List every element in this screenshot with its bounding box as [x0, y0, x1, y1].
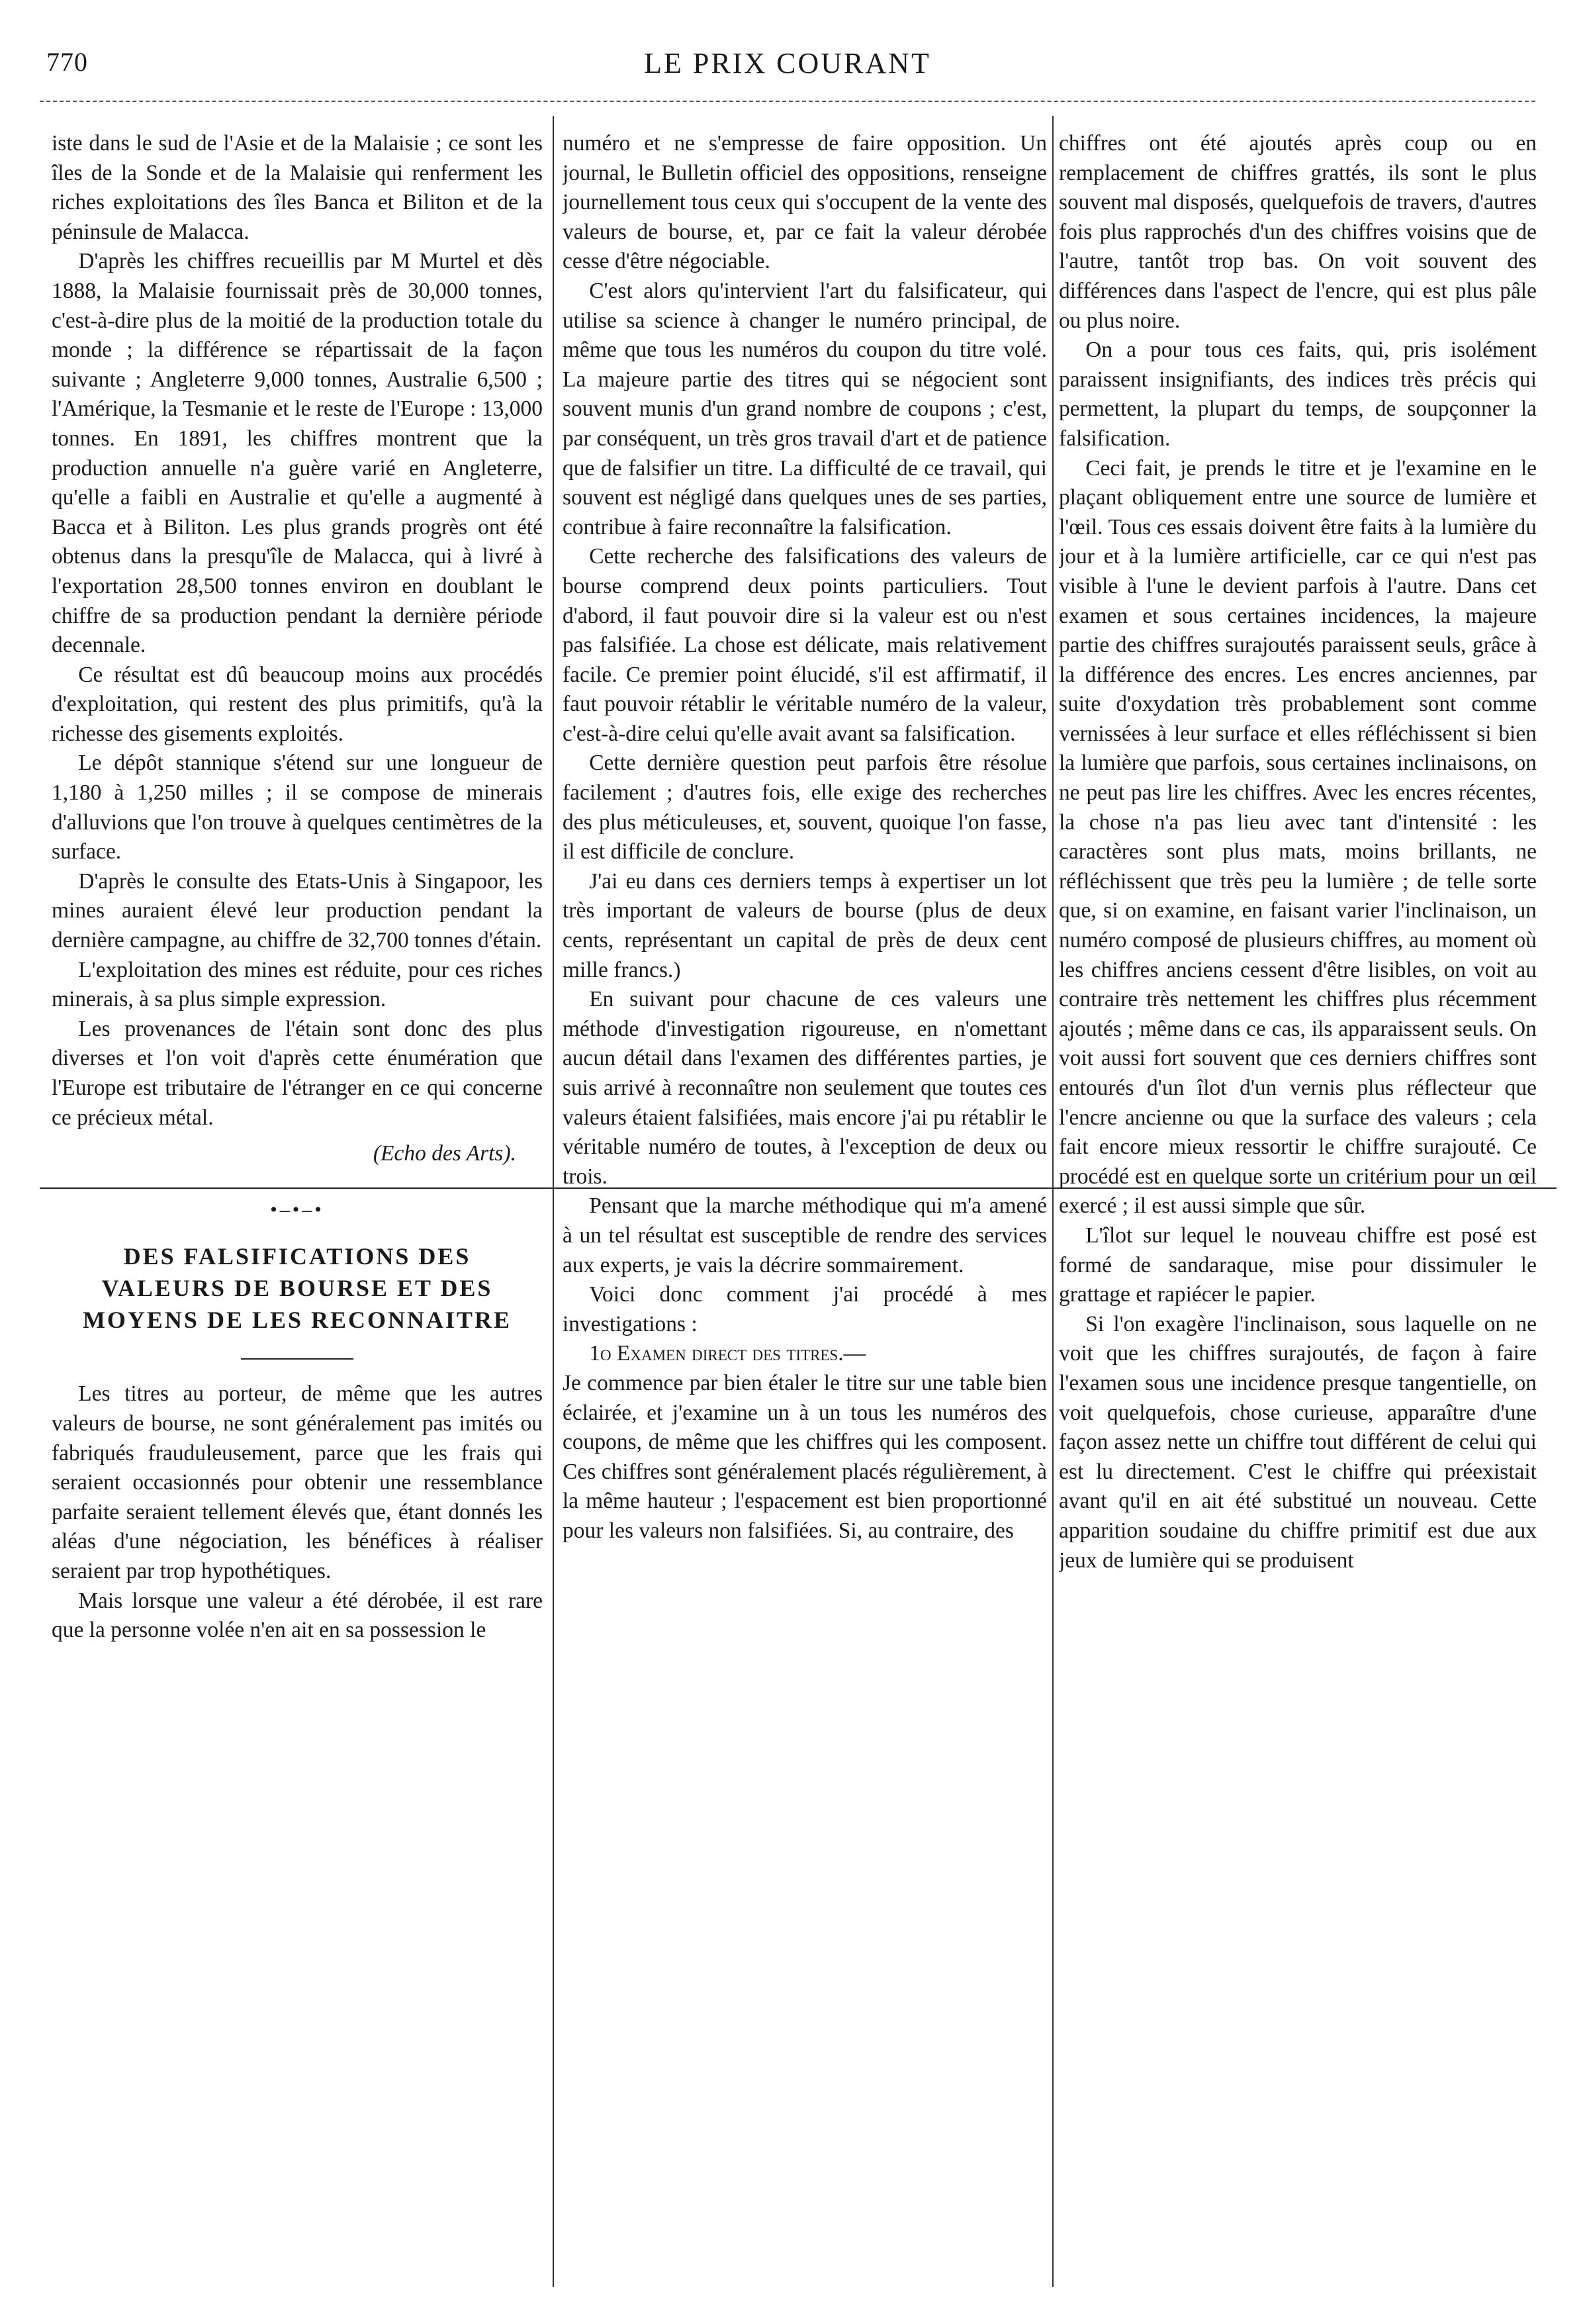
paragraph: On a pour tous ces faits, qui, pris isolément paraissent insignifiants, des indices très précis qui permettent, la plupart du temps, de soupçonner la falsification. — [1059, 338, 1537, 451]
paragraph: J'ai eu dans ces derniers temps à expertiser un lot très important de valeurs de bourse (plus de deux cents, représentant un capital de près de deux cent mille francs.) — [563, 868, 1047, 982]
paragraph: Je commence par bien étaler le titre sur une table bien éclairée, et j'examine un à un tous les numéros des coupons, de même que les chiffres qui les composent. Ces chiffres sont généralement placés régulièrement, à la même hauteur ; l'espacement est bien proportionné pour les valeurs non falsifiées. Si, au contraire, des — [563, 1370, 1047, 1543]
header-rule — [40, 101, 1535, 102]
paragraph: Ceci fait, je prends le titre et je l'examine en le plaçant obliquement entre une source de lumière et l'œil. Tous ces essais doivent être faits à la lumière du jour et à la lumière artificielle, car ce qui n'est pas visible à l'une le devient parfois à l'autre. Dans cet examen et sous certaines incidences, la majeure partie des chiffres surajoutés paraissent seuls, grâce à la différence des encres. Les encres anciennes, par suite d'oxydation très probablement sont comme vernissées à leur surface et elles réfléchissent si bien la lumière que parfois, sous certaines inclinaisons, on ne peut pas lire les chiffres. Avec les encres récentes, la chose n'a pas lieu avec tant d'intensité : les caractères sont plus mats, moins brillants, ne réfléchissent que très peu la lumière ; de telle sorte que, si on examine, en faisant varier l'inclinaison, un numéro composé de plusieurs chiffres, au moment où les chiffres anciens cessent d'être lisibles, on voit au contraire très nettement les chiffres plus récemment ajoutés ; même dans ce cas, ils apparaissent seuls. On voit aussi fort souvent que ces derniers chiffres sont entourés d'un îlot d'un vernis plus réflecteur que l'encre ancienne ou que la surface des valeurs ; cela fait encore mieux ressortir le chiffre surajouté. Ce procédé est en quelque sorte un critérium pour un œil exercé ; il est aussi simple que sûr. — [1059, 455, 1537, 1219]
page-header — [40, 46, 1535, 93]
paragraph: Cette dernière question peut parfois être résolue facilement ; d'autres fois, elle exige des recherches des plus méticuleuses, et, souvent, quoique l'on fasse, il est difficile de conclure. — [563, 751, 1047, 864]
paragraph: D'après le consulte des Etats-Unis à Singapoor, les mines auraient élevé leur production pendant la dernière campagne, au chiffre de 32,700 tonnes d'étain. — [52, 868, 543, 953]
paragraph: chiffres ont été ajoutés après coup ou en remplacement de chiffres grattés, ils sont le plus souvent mal disposés, quelquefois de travers, d'autres fois plus rapprochés d'un des chiffres voisins que de l'autre, tantôt trop bas. On voit souvent des différences dans l'aspect de l'encre, qui est plus pâle ou plus noire. — [1059, 131, 1537, 333]
paragraph: iste dans le sud de l'Asie et de la Malaisie ; ce sont les îles de la Sonde et de la Malaisie qui renferment les riches exploitations des îles Banca et Biliton et de la péninsule de Malacca. — [52, 131, 543, 244]
source-signature: (Echo des Arts). — [373, 1141, 516, 1166]
column-1 — [52, 129, 543, 2274]
paragraph: Ce résultat est dû beaucoup moins aux procédés d'exploitation, qui restent des plus primitifs, qu'à la richesse des gisements exploités. — [52, 662, 543, 746]
article-title: DES FALSIFICATIONS DES VALEURS DE BOURSE ET DES MOYENS DE LES RECONNAITRE — [82, 1243, 512, 1334]
journal-title: LE PRIX COURANT — [644, 47, 931, 79]
paragraph: Voici donc comment j'ai procédé à mes investigations : — [563, 1282, 1047, 1336]
paragraph: Mais lorsque une valeur a été dérobée, il est rare que la personne volée n'en ait en sa possession le — [52, 1588, 543, 1643]
paragraph: D'après les chiffres recueillis par M Murtel et dès 1888, la Malaisie fournissait près de 30,000 tonnes, c'est-à-dire plus de la moitié de la production totale du monde ; la différence se répartissait de la façon suivante ; Angleterre 9,000 tonnes, Australie 6,500 ; l'Amérique, la Tesmanie et le reste de l'Europe : 13,000 tonnes. En 1891, les chiffres montrent que la production annuelle n'a guère varié en Angleterre, qu'elle a faibli en Australie et qu'elle a augmenté à Bacca et à Biliton. Les plus grands progrès ont été obtenus dans la presqu'île de Malacca, qui à livré à l'exportation 28,500 tonnes environ en doublant le chiffre de sa production pendant la dernière période decennale. — [52, 249, 543, 658]
paragraph: C'est alors qu'intervient l'art du falsificateur, qui utilise sa science à changer le numéro principal, de même que tous les numéros du coupon du titre volé. La majeure partie des titres qui se négocient sont souvent munis d'un grand nombre de coupons ; c'est, par conséquent, un très gros travail d'art et de patience que de falsifier un titre. La difficulté de ce travail, qui souvent est négligé dans quelques unes de ses parties, contribue à faire reconnaître la falsification. — [563, 278, 1047, 539]
paragraph: numéro et ne s'empresse de faire opposition. Un journal, le Bulletin officiel des oppositions, renseigne journellement tous ceux qui s'occupent de la vente des valeurs de bourse, et, par ce fait la valeur dérobée cesse d'être négociable. — [563, 131, 1047, 274]
column-divider — [553, 116, 554, 2287]
column-divider — [1052, 116, 1054, 2287]
paragraph: Les titres au porteur, de même que les autres valeurs de bourse, ne sont généralement pas imités ou fabriqués frauduleusement, parce que les frais qui seraient occasionnés pour obtenir une ressemblance parfaite seraient tellement élevés que, étant donnés les aléas d'une négociation, les bénéfices à réaliser seraient par trop hypothétiques. — [52, 1381, 543, 1583]
paragraph: Si l'on exagère l'inclinaison, sous laquelle on ne voit que les chiffres surajoutés, de façon à faire l'examen sous une incidence presque tangentielle, on voit quelquefois, chose curieuse, apparaître d'une façon assez nette un chiffre tout différent de celui qui est lu directement. C'est le chiffre qui préexistait avant qu'il en ait été substitué un nouveau. Cette apparition soudaine du chiffre primitif est due aux jeux de lumière qui se produisent — [1059, 1311, 1537, 1573]
page-number: 770 — [46, 47, 88, 77]
section-ornament: •–•–• — [270, 1198, 324, 1221]
paragraph: En suivant pour chacune de ces valeurs une méthode d'investigation rigoureuse, en n'omettant aucun détail dans l'examen des différentes parties, je suis arrivé à reconnaître non seulement que toutes ces valeurs étaient falsifiées, mais encore j'ai pu rétablir le véritable numéro de toutes, à l'exception de deux ou trois. — [563, 987, 1047, 1189]
section-heading — [563, 1339, 1047, 1369]
title-rule — [241, 1358, 353, 1360]
paragraph: Les provenances de l'étain sont donc des plus diverses et l'on voit d'après cette énumération que l'Europe est tributaire de l'étranger en ce qui concerne ce précieux métal. — [52, 1016, 543, 1130]
paragraph: Cette recherche des falsifications des valeurs de bourse comprend deux points particuliers. Tout d'abord, il faut pouvoir dire si la valeur est ou n'est pas falsifiée. La chose est délicate, mais relativement facile. Ce premier point élucidé, s'il est affirmatif, il faut pouvoir rétablir le véritable numéro de la valeur, c'est-à-dire celui qu'elle avait avant sa falsification. — [563, 544, 1047, 746]
paragraph: L'exploitation des mines est réduite, pour ces riches minerais, à sa plus simple expression. — [52, 957, 543, 1012]
paragraph: Pensant que la marche méthodique qui m'a amené à un tel résultat est susceptible de rendre des services aux experts, je vais la décrire sommairement. — [563, 1193, 1047, 1278]
section-heading-text: 1o Examen direct des titres.— — [589, 1341, 866, 1366]
column-2 — [563, 129, 1047, 2274]
paragraph: L'îlot sur lequel le nouveau chiffre est posé est formé de sandaraque, mise pour dissimuler le grattage et rapiécer le papier. — [1059, 1223, 1537, 1307]
paragraph: Le dépôt stannique s'étend sur une longueur de 1,180 à 1,250 milles ; il se compose de minerais d'alluvions que l'on trouve à quelques centimètres de la surface. — [52, 751, 543, 864]
column-3 — [1059, 129, 1537, 2274]
